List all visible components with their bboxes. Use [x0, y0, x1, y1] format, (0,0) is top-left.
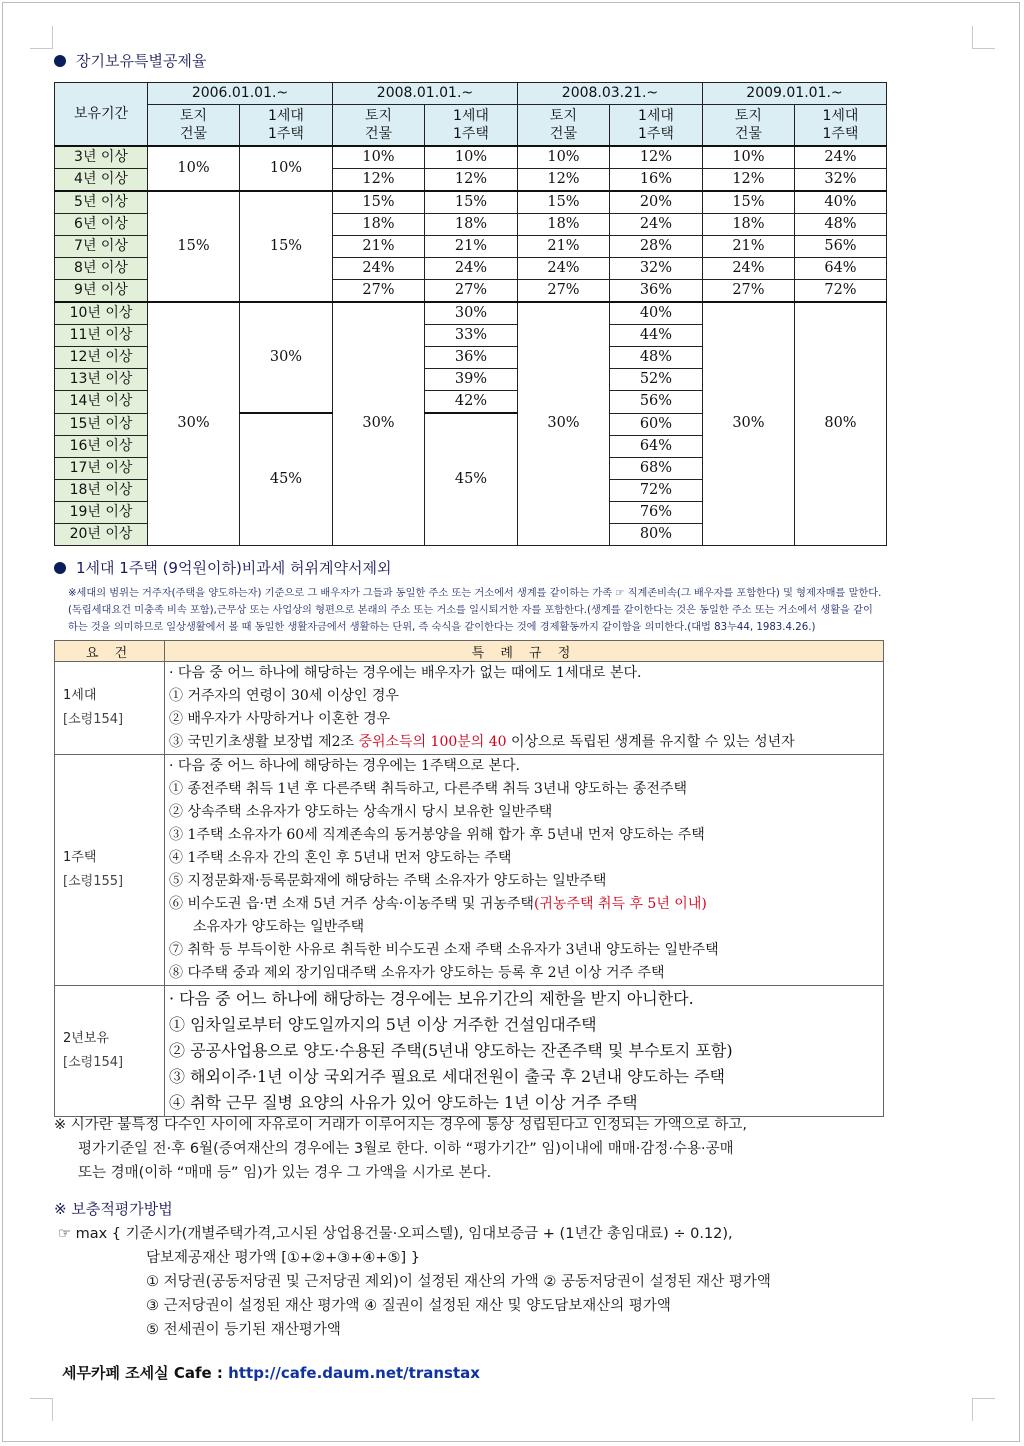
rate-cell: 42% — [424, 391, 517, 414]
market-value-paragraph — [54, 1113, 747, 1185]
rule-line: ⑤ 지정문화재·등록문화재에 해당하는 주택 소유자가 양도하는 일반주택 — [169, 873, 607, 889]
rate-cell: 40% — [794, 191, 886, 214]
rate-cell: 45% — [239, 413, 332, 545]
rate-cell: 80% — [609, 523, 702, 545]
period-cell: 12년 이상 — [55, 347, 148, 369]
one-house-header — [239, 105, 332, 147]
period-cell: 5년 이상 — [55, 191, 148, 214]
rule-line: ⑦ 취학 등 부득이한 사유로 취득한 비수도권 소재 주택 소유자가 3년내 양도하는 일반주택 — [169, 942, 719, 958]
requirement-cell — [55, 755, 165, 986]
rule-text: ③ 국민기초생활 보장법 제2조 — [169, 734, 359, 750]
rule-line: ③ 1주택 소유자가 60세 직계존속의 동거봉양을 위해 합가 후 5년내 먼저 양도하는 주택 — [169, 827, 705, 843]
formula-line: ☞ max { 기준시가(개별주택가격,고시된 상업용건물·오피스텔), 임대보증금 + (1년간 총임대료) ÷ 0.12), — [58, 1226, 733, 1242]
period-cell: 9년 이상 — [55, 280, 148, 303]
rate-cell: 12% — [424, 169, 517, 192]
rate-cell: 18% — [517, 214, 609, 236]
land-building-header — [702, 105, 794, 147]
rule-line: ② 상속주택 소유자가 양도하는 상속개시 당시 보유한 일반주택 — [169, 804, 553, 820]
one-house-header — [424, 105, 517, 147]
rate-cell: 32% — [794, 169, 886, 192]
rule-text: ⑥ 비수도권 읍·면 소재 5년 거주 상속·이농주택 및 귀농주택 — [169, 896, 534, 912]
period-cell: 15년 이상 — [55, 413, 148, 435]
footer-link[interactable]: http://cafe.daum.net/transtax — [228, 1364, 480, 1382]
rule-highlight: (귀농주택 취득 후 5년 이내) — [533, 896, 707, 912]
footer — [62, 1362, 480, 1383]
paragraph-line: ※ 시가란 불특정 다수인 사이에 자유로이 거래가 이루어지는 경우에 통상 성립된다고 인정되는 가액으로 하고, — [54, 1117, 747, 1133]
bullet-icon — [54, 55, 66, 67]
one-house-header — [794, 105, 886, 147]
paragraph-line: 또는 경매(이하 “매매 등” 임)가 있는 경우 그 가액을 시가로 본다. — [78, 1165, 492, 1181]
rate-cell: 56% — [609, 391, 702, 414]
bullet-icon — [54, 562, 66, 574]
formula-line: ⑤ 전세권이 등기된 재산평가액 — [146, 1322, 341, 1338]
formula-line: 담보제공재산 평가액 [①+②+③+④+⑤] } — [146, 1250, 421, 1266]
rate-cell: 39% — [424, 369, 517, 391]
period-header: 2008.01.01.~ — [332, 83, 517, 105]
rate-cell: 48% — [609, 347, 702, 369]
rate-cell: 24% — [424, 258, 517, 280]
land-building-header — [517, 105, 609, 147]
house-label: 1세대 1주택 — [268, 108, 304, 142]
rate-cell: 24% — [609, 214, 702, 236]
rate-cell: 64% — [609, 435, 702, 457]
rate-cell: 24% — [702, 258, 794, 280]
crop-mark-bottom-right — [972, 1398, 995, 1421]
crop-mark-top-right — [972, 26, 995, 49]
rate-cell: 64% — [794, 258, 886, 280]
rate-cell: 12% — [609, 146, 702, 169]
requirement-name: 1세대 — [63, 688, 97, 703]
rule-line: · 다음 중 어느 하나에 해당하는 경우에는 배우자가 없는 때에도 1세대로 본다. — [169, 665, 642, 681]
rate-cell: 21% — [702, 236, 794, 258]
formula-line: ③ 근저당권이 설정된 재산 평가액 ④ 질권이 설정된 재산 및 양도담보재산의 평가액 — [146, 1298, 671, 1314]
rate-cell: 24% — [794, 146, 886, 169]
rate-cell: 27% — [424, 280, 517, 303]
period-cell: 19년 이상 — [55, 501, 148, 523]
period-cell: 14년 이상 — [55, 391, 148, 414]
household-note — [68, 585, 968, 636]
requirement-cell — [55, 662, 165, 755]
rate-cell: 15% — [148, 191, 240, 302]
rate-cell: 10% — [332, 146, 424, 169]
rate-cell: 18% — [332, 214, 424, 236]
period-cell: 6년 이상 — [55, 214, 148, 236]
rule-line: ④ 1주택 소유자 간의 혼인 후 5년내 먼저 양도하는 주택 — [169, 850, 512, 866]
rate-cell: 12% — [702, 169, 794, 192]
rate-cell: 12% — [332, 169, 424, 192]
rate-cell: 72% — [609, 479, 702, 501]
requirement-ref: [소령154] — [63, 712, 124, 727]
rate-cell: 36% — [424, 347, 517, 369]
note-line: 하는 것을 의미하므로 일상생활에서 볼 때 동일한 생활자금에서 생활하는 단위, 즉 숙식을 같이한다는 것에 경제활동까지 같이함을 의미한다.(대법 83누44, 1983.4.26.) — [68, 622, 816, 633]
crop-mark-bottom-left — [30, 1398, 53, 1421]
period-cell: 13년 이상 — [55, 369, 148, 391]
rate-cell: 44% — [609, 325, 702, 347]
rate-cell: 24% — [517, 258, 609, 280]
note-line: ※세대의 범위는 거주자(주택을 양도하는자) 기준으로 그 배우자가 그들과 동일한 주소 또는 거소에서 생계를 같이하는 가족 ☞ 직계존비속(그 배우자를 포함한다) 및 형제자매를 말한다. — [68, 588, 882, 599]
rate-cell: 32% — [609, 258, 702, 280]
period-cell: 18년 이상 — [55, 479, 148, 501]
rate-cell: 30% — [424, 302, 517, 325]
rate-cell: 30% — [239, 302, 332, 413]
rate-cell: 30% — [148, 302, 240, 545]
rate-cell: 10% — [517, 146, 609, 169]
rate-cell: 30% — [517, 302, 609, 545]
note-line: (독립세대요건 미충족 비속 포함),근무상 또는 사업상의 형편으로 본래의 주소 또는 거소를 일시퇴거한 자를 포함한다.(생계를 같이한다는 것은 동일한 주소 또는 거소에서 생활을 같이 — [68, 605, 873, 616]
period-cell: 7년 이상 — [55, 236, 148, 258]
rate-cell: 10% — [424, 146, 517, 169]
rate-cell: 12% — [517, 169, 609, 192]
rule-line: ① 임차일로부터 양도일까지의 5년 이상 거주한 건설임대주택 — [169, 1015, 597, 1034]
rule-line: 소유자가 양도하는 일반주택 — [193, 919, 365, 935]
rate-cell: 18% — [702, 214, 794, 236]
requirement-cell — [55, 986, 165, 1117]
rate-cell: 18% — [424, 214, 517, 236]
rate-cell: 21% — [424, 236, 517, 258]
rate-cell: 20% — [609, 191, 702, 214]
footer-label: 세무카페 조세실 Cafe : — [62, 1364, 223, 1382]
rate-cell: 15% — [424, 191, 517, 214]
land-label: 토지 건물 — [549, 108, 577, 142]
rate-cell: 48% — [794, 214, 886, 236]
rate-cell: 30% — [332, 302, 424, 545]
rule-line — [169, 893, 883, 916]
house-label: 1세대 1주택 — [637, 108, 674, 142]
rate-cell: 30% — [702, 302, 794, 545]
rule-line: ④ 취학 근무 질병 요양의 사유가 있어 양도하는 1년 이상 거주 주택 — [169, 1093, 638, 1112]
requirement-header: 요 건 — [55, 641, 165, 662]
rate-cell: 56% — [794, 236, 886, 258]
house-label: 1세대 1주택 — [452, 108, 489, 142]
rate-cell: 72% — [794, 280, 886, 303]
rate-cell: 15% — [517, 191, 609, 214]
period-header: 2006.01.01.~ — [148, 83, 333, 105]
rate-cell: 76% — [609, 501, 702, 523]
rule-line: ② 배우자가 사망하거나 이혼한 경우 — [169, 711, 391, 727]
rate-cell: 10% — [148, 146, 240, 191]
rate-cell: 21% — [517, 236, 609, 258]
rule-text: 이상으로 독립된 생계를 유지할 수 있는 성년자 — [506, 734, 795, 750]
rate-cell: 68% — [609, 457, 702, 479]
rate-cell: 60% — [609, 413, 702, 435]
land-label: 토지 건물 — [179, 108, 208, 142]
rate-cell: 27% — [702, 280, 794, 303]
land-building-header — [148, 105, 240, 147]
requirement-name: 1주택 — [63, 850, 97, 865]
period-cell: 16년 이상 — [55, 435, 148, 457]
special-rules-table — [54, 640, 884, 1117]
period-header: 2008.03.21.~ — [517, 83, 702, 105]
rate-cell: 10% — [239, 146, 332, 191]
rate-cell: 33% — [424, 325, 517, 347]
rule-line: · 다음 중 어느 하나에 해당하는 경우에는 보유기간의 제한을 받지 아니한다. — [169, 989, 694, 1008]
rule-cell — [165, 986, 884, 1117]
rate-cell: 27% — [332, 280, 424, 303]
rule-line: ③ 해외이주·1년 이상 국외거주 필요로 세대전원이 출국 후 2년내 양도하는 주택 — [169, 1067, 725, 1086]
rule-line: ① 거주자의 연령이 30세 이상인 경우 — [169, 688, 399, 704]
rate-cell: 15% — [239, 191, 332, 302]
rate-cell: 24% — [332, 258, 424, 280]
period-header: 2009.01.01.~ — [702, 83, 886, 105]
rule-line — [169, 731, 883, 754]
period-cell: 10년 이상 — [55, 302, 148, 325]
land-building-header — [332, 105, 424, 147]
holding-period-header: 보유기간 — [55, 83, 148, 147]
requirement-ref: [소령155] — [63, 874, 124, 889]
period-cell: 11년 이상 — [55, 325, 148, 347]
section1-heading — [54, 50, 206, 71]
section1-title: 장기보유특별공제율 — [76, 52, 207, 70]
rule-highlight: 중위소득의 100분의 40 — [358, 734, 507, 750]
special-rule-header: 특 례 규 정 — [165, 641, 884, 662]
section2-heading — [54, 557, 391, 578]
section2-title: 1세대 1주택 (9억원이하)비과세 허위계약서제외 — [76, 559, 392, 577]
rate-cell: 80% — [794, 302, 886, 545]
requirement-ref: [소령154] — [63, 1055, 124, 1070]
one-house-header — [609, 105, 702, 147]
rate-cell: 10% — [702, 146, 794, 169]
rate-cell: 52% — [609, 369, 702, 391]
land-label: 토지 건물 — [364, 108, 392, 142]
rate-cell: 40% — [609, 302, 702, 325]
period-cell: 17년 이상 — [55, 457, 148, 479]
supplementary-title: ※ 보충적평가방법 — [54, 1200, 173, 1218]
supplementary-formula — [58, 1222, 771, 1342]
rate-cell: 16% — [609, 169, 702, 192]
period-cell: 20년 이상 — [55, 523, 148, 545]
paragraph-line: 평가기준일 전·후 6월(증여재산의 경우에는 3월로 한다. 이하 “평가기간” 임)이내에 매매·감정·수용·공매 — [78, 1141, 734, 1157]
rate-cell: 45% — [424, 413, 517, 545]
rule-line: ② 공공사업용으로 양도·수용된 주택(5년내 양도하는 잔존주택 및 부수토지 포함) — [169, 1041, 733, 1060]
formula-line: ① 저당권(공동저당권 및 근저당권 제외)이 설정된 재산의 가액 ② 공동저당권이 설정된 재산 평가액 — [146, 1274, 771, 1290]
period-cell: 3년 이상 — [55, 146, 148, 169]
deduction-rate-table — [54, 82, 887, 546]
rate-cell: 15% — [332, 191, 424, 214]
rule-line: ⑧ 다주택 중과 제외 장기임대주택 소유자가 양도하는 등록 후 2년 이상 거주 주택 — [169, 965, 665, 981]
rate-cell: 15% — [702, 191, 794, 214]
rate-cell: 28% — [609, 236, 702, 258]
rate-cell: 27% — [517, 280, 609, 303]
land-label: 토지 건물 — [734, 108, 762, 142]
crop-mark-top-left — [30, 26, 53, 49]
rule-line: ① 종전주택 취득 1년 후 다른주택 취득하고, 다른주택 취득 3년내 양도하는 종전주택 — [169, 781, 687, 797]
house-label: 1세대 1주택 — [822, 108, 859, 142]
rate-cell: 36% — [609, 280, 702, 303]
rate-cell: 21% — [332, 236, 424, 258]
period-cell: 4년 이상 — [55, 169, 148, 192]
period-cell: 8년 이상 — [55, 258, 148, 280]
rule-cell — [165, 662, 884, 755]
rule-cell — [165, 755, 884, 986]
requirement-name: 2년보유 — [63, 1031, 109, 1046]
rule-line: · 다음 중 어느 하나에 해당하는 경우에는 1주택으로 본다. — [169, 758, 520, 774]
